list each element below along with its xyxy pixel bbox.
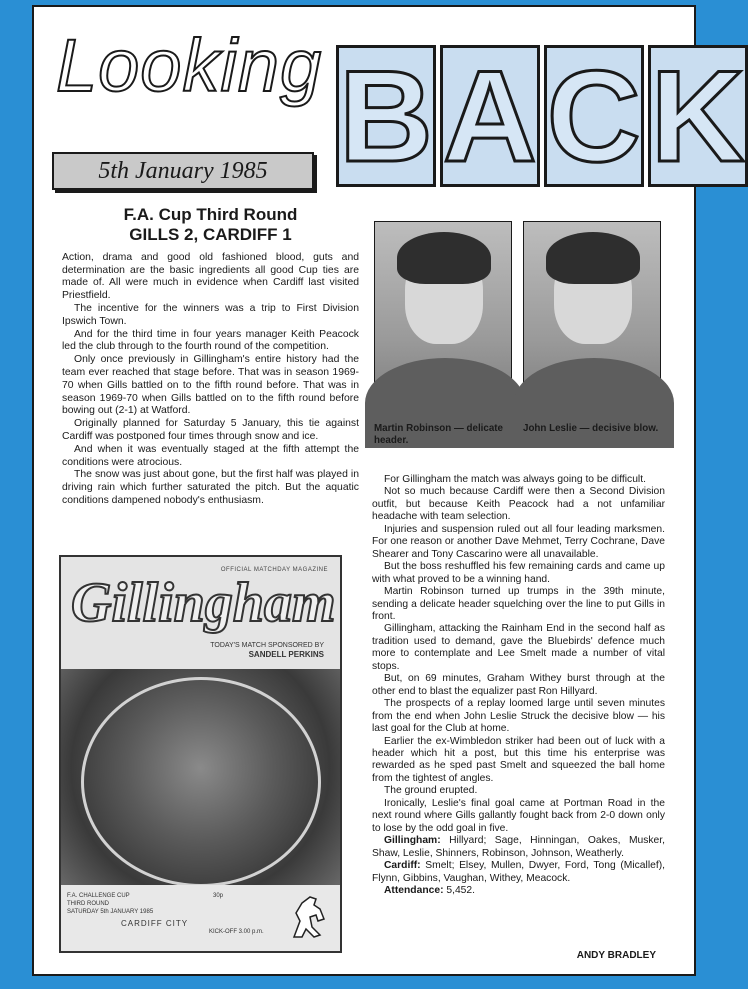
paragraph: The snow was just about gone, but the first half was played in driving rain which further saturated the pitch. But the aquatic conditions dampened nobody's enthusiasm. — [62, 469, 359, 506]
competition-line: F.A. CHALLENGE CUP — [67, 893, 130, 899]
paragraph: The prospects of a replay loomed large until seven minutes from the end when John Leslie Struck the decisive blow — his last goal for the Club at home. — [372, 698, 665, 735]
article-kicker: F.A. Cup Third Round — [123, 205, 298, 224]
back-letter-b: B — [336, 45, 436, 187]
paragraph: Only once previously in Gillingham's entire history had the team ever reached that stage before. That was in season 1969-70 when Gills battled on to the fifth round before. That was in season 1969-70 when Gills battled on to the fifth round before bowing out (2-1) at Watford. — [62, 354, 359, 417]
programme-small-heading: OFFICIAL MATCHDAY MAGAZINE — [220, 567, 328, 573]
programme-kickoff: KICK-OFF 3.00 p.m. — [209, 929, 264, 935]
attendance-label: Attendance: — [384, 884, 444, 896]
right-column — [372, 474, 665, 897]
lineup-gillingham — [372, 835, 665, 860]
programme-masthead — [61, 557, 340, 669]
paragraph: Injuries and suspension ruled out all four leading marksmen. For one reason or another Dave Mehmet, Terry Cochrane, Dave Shearer and Tony Cascarino were all unavailable. — [372, 523, 665, 560]
horse-crest-icon — [286, 891, 330, 941]
attendance-value: 5,452. — [443, 884, 475, 896]
paragraph: The ground erupted. — [384, 785, 478, 797]
programme-sponsor-name: SANDELL PERKINS — [248, 650, 324, 660]
right-body — [372, 474, 665, 897]
paragraph: Martin Robinson turned up trumps in the 39th minute, sending a delicate header squelching over the line to put Gills in front. — [372, 586, 665, 622]
match-programme-image — [59, 555, 342, 953]
back-letter-k: K — [648, 45, 748, 187]
programme-sponsor — [210, 641, 324, 660]
paragraph: But, on 69 minutes, Graham Withey burst through at the other end to blast the equalizer past Ron Hillyard. — [372, 673, 665, 697]
article-headline: GILLS 2, CARDIFF 1 — [129, 225, 292, 245]
programme-opponent: CARDIFF CITY — [121, 919, 189, 928]
paragraph: Originally planned for Saturday 5 January, this tie against Cardiff was postponed four times through snow and ice. — [62, 418, 359, 442]
player-hair — [397, 232, 491, 284]
paragraph: The incentive for the winners was a trip to First Division Ipswich Town. — [62, 302, 359, 327]
paragraph: Gillingham, attacking the Rainham End in the second half as tradition used to demand, gave the Bluebirds' defence much more to contemplate and Lee Smelt made a number of vital stops. — [372, 623, 665, 672]
paragraph: Ironically, Leslie's final goal came at Portman Road in the next round where Gills gallantly fought back from 2-0 down only to lose by the odd goal in five. — [372, 797, 665, 834]
lineup-players: Hillyard; Sage, Hinningan, Oakes, Musker, Shaw, Leslie, Shinners, Robinson, Johnson, Weatherly. — [372, 835, 665, 859]
back-letter-a: A — [440, 45, 540, 187]
paragraph: Earlier the ex-Wimbledon striker had been out of luck with a header which hit a post, but this time his enterprise was rewarded as he sped past Smelt and squeezed the ball home from the tightest of angles. — [372, 735, 665, 784]
lineup-cardiff — [372, 860, 665, 885]
back-letter-c: C — [544, 45, 644, 187]
lineup-players: Smelt; Elsey, Mullen, Dwyer, Ford, Tong (Micallef), Flynn, Gibbins, Vaughan, Withey, Meacock. — [372, 860, 665, 884]
magazine-page — [32, 5, 745, 976]
left-column — [62, 205, 359, 508]
programme-sponsor-line: TODAY'S MATCH SPONSORED BY — [210, 642, 324, 649]
programme-price: 30p — [213, 893, 224, 899]
paragraph: For Gillingham the match was always going to be difficult. — [384, 474, 646, 485]
back-title — [334, 43, 745, 189]
paragraph: But the boss reshuffled his few remaining cards and came up with what proved to be a winning hand. — [372, 561, 665, 585]
programme-footer — [61, 885, 340, 951]
paragraph: Not so much because Cardiff were then a Second Division outfit, but because Keith Peacock had a not unfamiliar headache with team selection. — [372, 486, 665, 523]
caption-john-leslie: John Leslie — decisive blow. — [523, 423, 659, 434]
attendance — [372, 885, 665, 897]
player-hair — [546, 232, 640, 284]
competition-line: SATURDAY 5th JANUARY 1985 — [67, 908, 154, 915]
author-byline: ANDY BRADLEY — [576, 950, 656, 961]
left-body — [62, 252, 359, 508]
photo-martin-robinson — [374, 221, 512, 419]
paragraph: Action, drama and good old fashioned blood, guts and determination are the basic ingredients all good Cup ties are made of. All were much in evidence when Cardiff last visited Priestfield. — [62, 251, 359, 302]
photo-john-leslie — [523, 221, 661, 419]
date-banner: 5th January 1985 — [52, 152, 314, 190]
paragraph: And for the third time in four years manager Keith Peacock led the club through to the fourth round of the competition. — [62, 328, 359, 353]
programme-logo: Gillingham — [71, 572, 336, 634]
lineup-label: Gillingham: — [384, 835, 441, 847]
programme-photo-frame — [81, 677, 321, 887]
competition-line: THIRD ROUND — [67, 900, 109, 907]
lineup-label: Cardiff: — [384, 860, 421, 872]
caption-martin-robinson: Martin Robinson — delicate header. — [374, 423, 504, 446]
programme-competition — [67, 893, 153, 916]
looking-title: Looking — [56, 24, 323, 107]
paragraph: And when it was eventually staged at the fifth attempt the conditions were atrocious. — [62, 443, 359, 468]
